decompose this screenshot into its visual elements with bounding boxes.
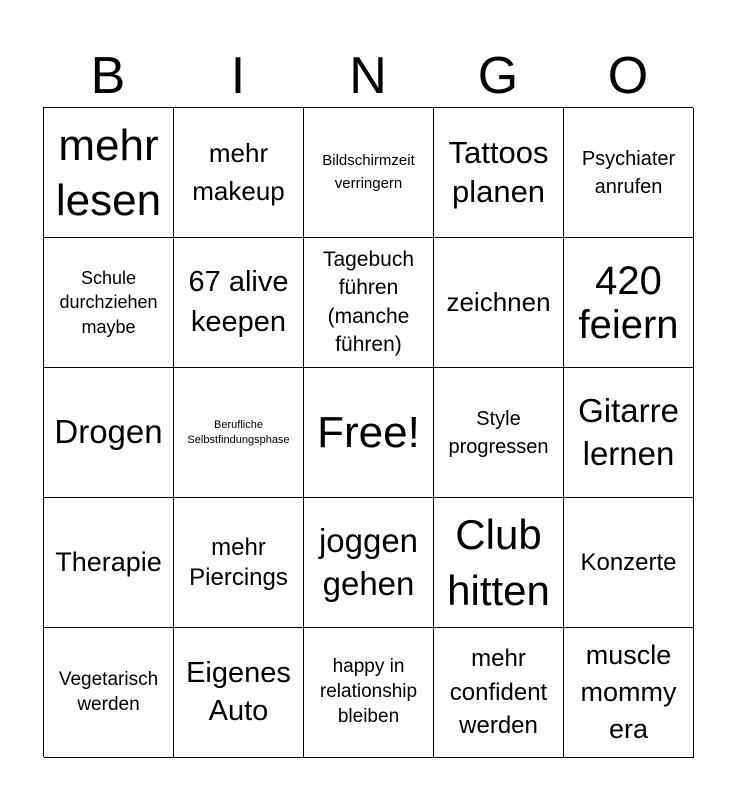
bingo-cell[interactable] xyxy=(304,368,434,498)
bingo-cell[interactable] xyxy=(304,238,434,368)
cell-text: Vegetarisch werden xyxy=(58,668,159,715)
cell-text: Tagebuch führen (manche führen) xyxy=(322,247,415,356)
bingo-cell[interactable] xyxy=(434,498,564,628)
cell-text: Schule durchziehen maybe xyxy=(59,268,158,337)
bingo-cell[interactable] xyxy=(304,628,434,758)
cell-text: zeichnen xyxy=(446,286,551,317)
bingo-cell[interactable] xyxy=(44,108,174,238)
cell-text: 420 feiern xyxy=(578,258,679,347)
bingo-cell[interactable] xyxy=(434,368,564,498)
cell-text: 67 alive keepen xyxy=(188,266,289,338)
cell-text: mehr confident werden xyxy=(449,645,548,740)
bingo-cell[interactable] xyxy=(564,628,694,758)
header-letter-o: O xyxy=(607,47,649,105)
header-letter-b: B xyxy=(90,47,126,105)
bingo-cell[interactable] xyxy=(174,108,304,238)
cell-text: Drogen xyxy=(54,413,163,451)
cell-text: mehr lesen xyxy=(55,120,162,225)
header-letter-n: N xyxy=(349,47,387,105)
cell-text: Bildschirmzeit verringern xyxy=(322,152,415,192)
cell-text: Gitarre lernen xyxy=(578,391,679,472)
cell-text: muscle mommy era xyxy=(580,639,677,745)
cell-text: Berufliche Selbstfindungsphase xyxy=(187,419,290,446)
cell-text: Konzerte xyxy=(580,548,677,576)
bingo-cell[interactable] xyxy=(564,238,694,368)
header-letter-i: I xyxy=(230,47,246,105)
cell-text: Style progressen xyxy=(448,407,549,458)
bingo-cell[interactable] xyxy=(174,238,304,368)
cell-text: Free! xyxy=(317,408,420,457)
cell-text: Club hitten xyxy=(447,511,550,614)
cell-text: Psychiater anrufen xyxy=(581,147,676,198)
bingo-cell[interactable] xyxy=(44,498,174,628)
bingo-cell[interactable] xyxy=(304,498,434,628)
cell-text: happy in relationship bleiben xyxy=(319,656,418,727)
bingo-cell[interactable] xyxy=(564,368,694,498)
bingo-cell[interactable] xyxy=(304,108,434,238)
bingo-cell[interactable] xyxy=(44,628,174,758)
bingo-cell[interactable] xyxy=(174,498,304,628)
bingo-cell[interactable] xyxy=(564,498,694,628)
bingo-cell[interactable] xyxy=(434,108,564,238)
bingo-cell[interactable] xyxy=(44,368,174,498)
cell-text: mehr Piercings xyxy=(189,533,288,591)
bingo-cell[interactable] xyxy=(564,108,694,238)
cell-text: joggen gehen xyxy=(318,521,419,602)
bingo-grid xyxy=(43,107,693,757)
bingo-cell[interactable] xyxy=(434,238,564,368)
cell-text: mehr makeup xyxy=(192,137,285,206)
cell-text: Tattoos planen xyxy=(448,135,549,209)
bingo-cell[interactable] xyxy=(434,628,564,758)
bingo-cell[interactable] xyxy=(174,368,304,498)
bingo-header xyxy=(43,44,693,108)
header-letter-g: G xyxy=(477,47,519,105)
cell-text: Eigenes Auto xyxy=(186,656,291,727)
bingo-cell[interactable] xyxy=(44,238,174,368)
cell-text: Therapie xyxy=(55,546,162,577)
bingo-cell[interactable] xyxy=(174,628,304,758)
